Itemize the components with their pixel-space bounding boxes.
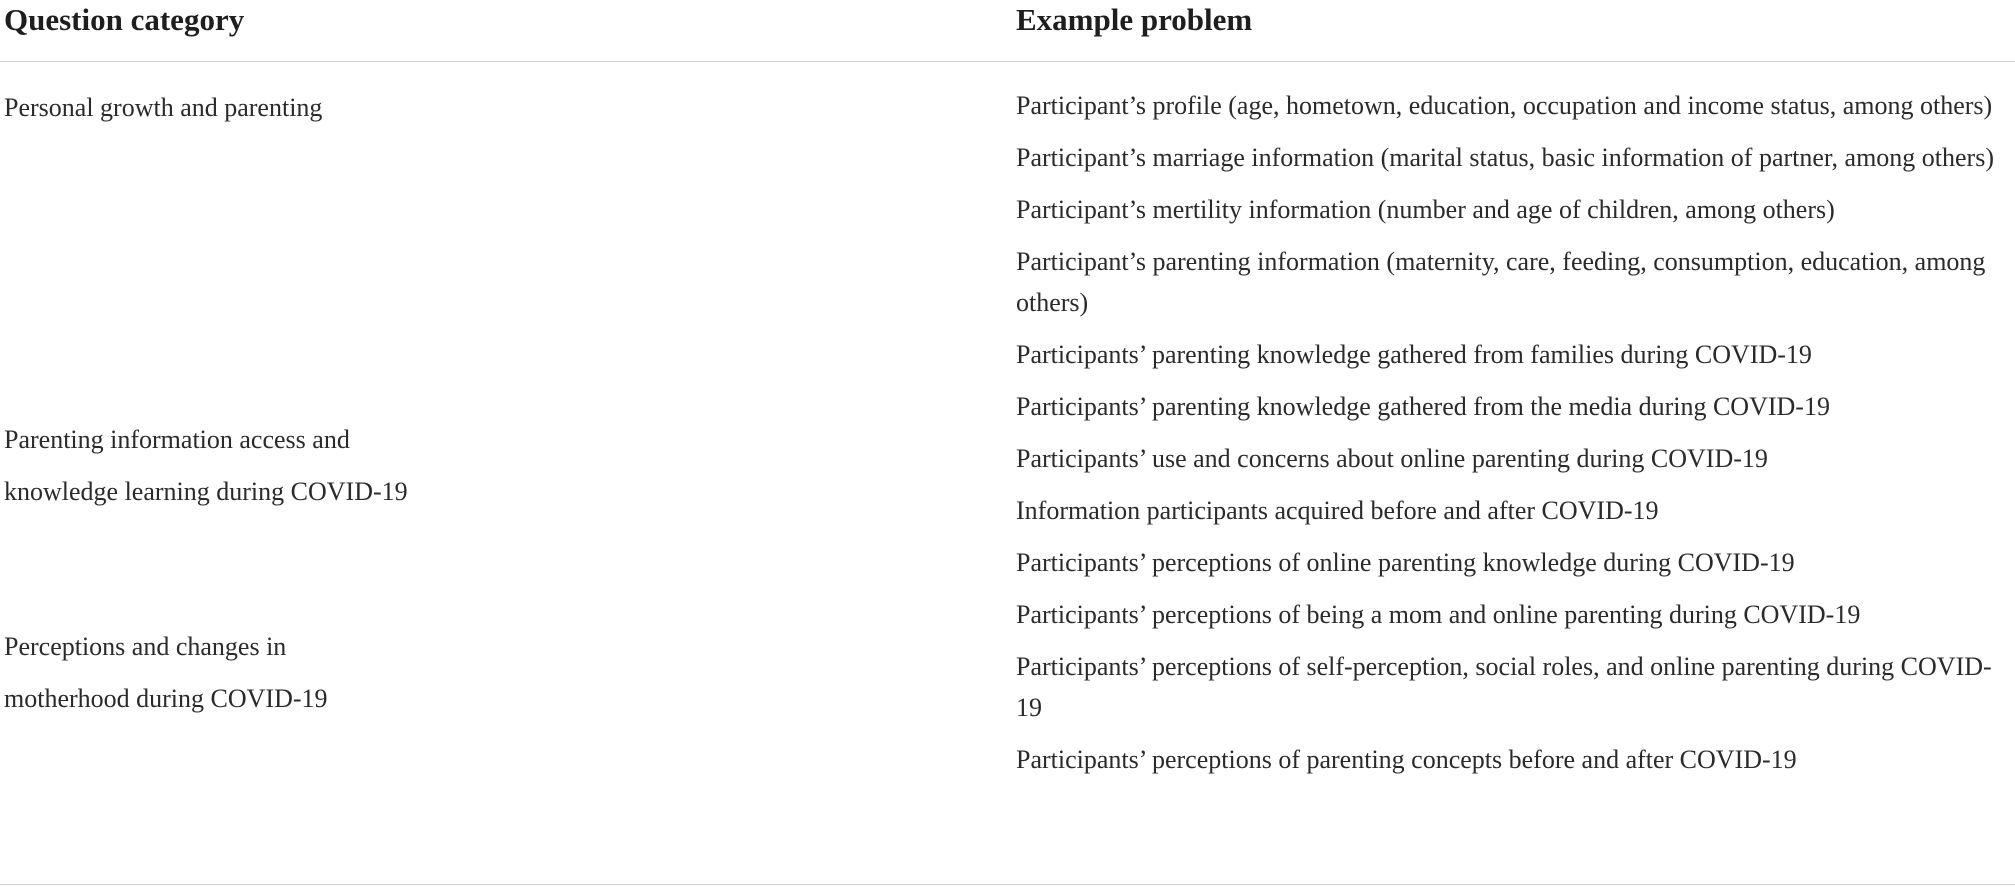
category-cell-personal-growth bbox=[4, 82, 524, 134]
example-problem-item: Participants’ perceptions of being a mom and online parenting during COVID-19 bbox=[1016, 600, 1861, 629]
example-problem-item: Participants’ use and concerns about online parenting during COVID-19 bbox=[1016, 444, 1768, 473]
category-line: Personal growth and parenting bbox=[4, 93, 323, 122]
category-cell-perceptions bbox=[4, 621, 524, 725]
example-problem-item: Participants’ parenting knowledge gathered from the media during COVID-19 bbox=[1016, 392, 1830, 421]
category-line: Perceptions and changes in bbox=[4, 632, 287, 661]
category-cell-information-access bbox=[4, 414, 524, 518]
category-line: Parenting information access and bbox=[4, 425, 350, 454]
example-problem-item: Participants’ perceptions of self-perception, social roles, and online parenting during COVID-19 bbox=[1016, 652, 1992, 722]
table-header bbox=[0, 0, 2015, 62]
example-problem-item: Participant’s marriage information (marital status, basic information of partner, among others) bbox=[1016, 143, 1994, 172]
example-problem-item: Participant’s profile (age, hometown, education, occupation and income status, among others) bbox=[1016, 91, 1993, 120]
category-line: motherhood during COVID-19 bbox=[4, 684, 328, 713]
column-header-question-category: Question category bbox=[4, 2, 245, 37]
example-problem-item: Information participants acquired before and after COVID-19 bbox=[1016, 496, 1659, 525]
category-line: knowledge learning during COVID-19 bbox=[4, 477, 408, 506]
example-problem-item: Participant’s mertility information (number and age of children, among others) bbox=[1016, 195, 1835, 224]
example-problem-list bbox=[1016, 85, 2006, 791]
column-header-example-problem: Example problem bbox=[1016, 2, 1253, 37]
example-problem-item: Participants’ perceptions of parenting concepts before and after COVID-19 bbox=[1016, 745, 1797, 774]
table-bottom-rule bbox=[0, 884, 2015, 885]
example-problem-item: Participants’ perceptions of online parenting knowledge during COVID-19 bbox=[1016, 548, 1795, 577]
example-problem-item: Participant’s parenting information (maternity, care, feeding, consumption, education, among others) bbox=[1016, 247, 1986, 317]
example-problem-item: Participants’ parenting knowledge gathered from families during COVID-19 bbox=[1016, 340, 1812, 369]
